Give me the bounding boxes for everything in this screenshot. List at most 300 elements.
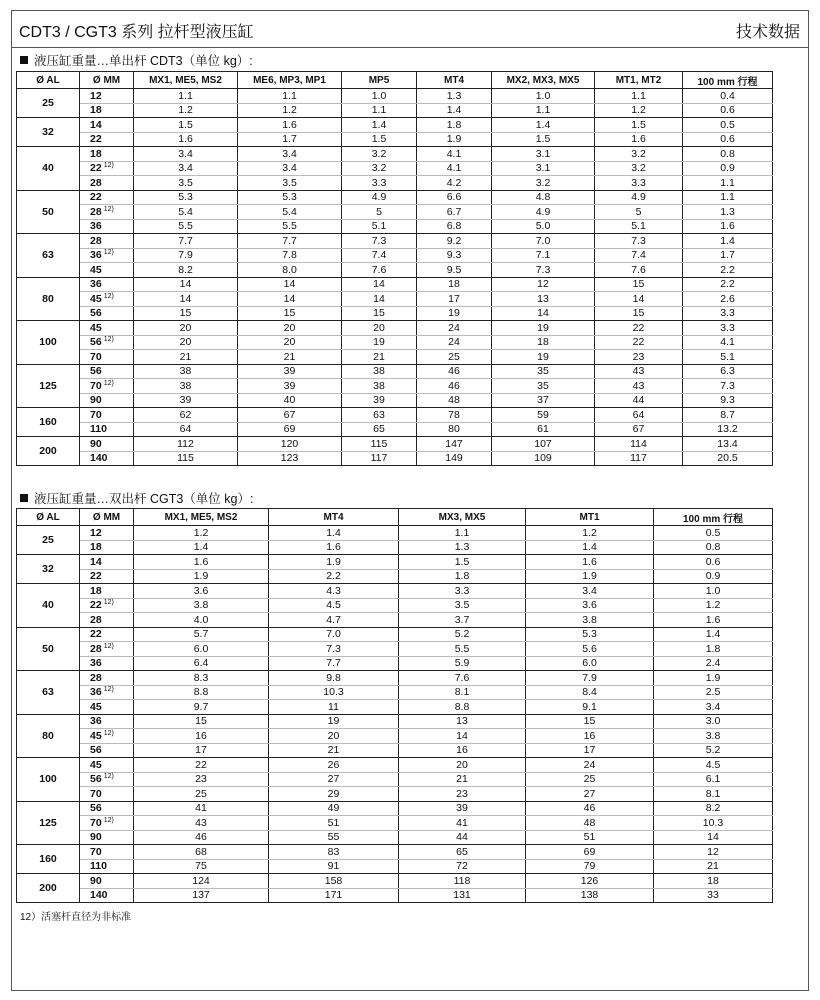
- weight-cell: 14: [492, 306, 595, 321]
- weight-cell: 8.7: [683, 408, 773, 423]
- weight-cell: 1.3: [399, 540, 526, 555]
- weight-cell: 1.2: [654, 598, 773, 613]
- weight-cell: 8.1: [654, 787, 773, 802]
- weight-cell: 39: [134, 393, 238, 408]
- weight-cell: 38: [342, 379, 417, 394]
- weight-cell: 107: [492, 437, 595, 452]
- weight-cell: 39: [342, 393, 417, 408]
- weight-cell: 9.8: [269, 671, 399, 686]
- weight-cell: 3.4: [134, 161, 238, 176]
- footnote: 12）活塞杆直径为非标准: [20, 912, 132, 923]
- weight-cell: 4.7: [269, 613, 399, 628]
- bore-diameter-cell: 25: [17, 89, 80, 118]
- weight-cell: 1.6: [595, 132, 683, 147]
- weight-cell: 16: [526, 729, 654, 744]
- weight-cell: 23: [595, 350, 683, 365]
- weight-cell: 7.3: [342, 234, 417, 249]
- weight-cell: 20: [134, 321, 238, 336]
- weight-cell: 5: [595, 205, 683, 220]
- table-row: [17, 627, 773, 642]
- weight-cell: 39: [238, 364, 342, 379]
- rod-diameter-value: 56: [90, 365, 102, 378]
- weight-cell: 22: [134, 758, 269, 773]
- weight-cell: 7.4: [342, 248, 417, 263]
- weight-cell: 15: [342, 306, 417, 321]
- bullet-square-icon: [20, 56, 28, 64]
- weight-cell: 10.3: [654, 816, 773, 831]
- weight-cell: 3.4: [654, 700, 773, 715]
- weight-cell: 5.3: [134, 190, 238, 205]
- rod-diameter-cell: [80, 714, 134, 729]
- weight-cell: 44: [399, 830, 526, 845]
- weight-cell: 14: [134, 292, 238, 307]
- page-frame: [11, 10, 809, 991]
- weight-cell: 25: [526, 772, 654, 787]
- weight-cell: 1.2: [238, 103, 342, 118]
- weight-cell: 8.4: [526, 685, 654, 700]
- weight-cell: 1.7: [683, 248, 773, 263]
- weight-cell: 5.5: [238, 219, 342, 234]
- weight-cell: 15: [238, 306, 342, 321]
- weight-cell: 1.6: [134, 555, 269, 570]
- weight-cell: 6.0: [526, 656, 654, 671]
- rod-diameter-value: 56: [90, 802, 102, 815]
- weight-cell: 1.4: [683, 234, 773, 249]
- table-row: [17, 103, 773, 118]
- weight-cell: 14: [238, 292, 342, 307]
- weight-cell: 2.4: [654, 656, 773, 671]
- weight-cell: 38: [134, 364, 238, 379]
- weight-cell: 1.4: [492, 118, 595, 133]
- rod-diameter-value: 18: [90, 104, 102, 117]
- weight-cell: 3.3: [595, 176, 683, 191]
- weight-cell: 1.1: [492, 103, 595, 118]
- rod-diameter-value: 56: [90, 336, 102, 349]
- weight-cell: 5.3: [526, 627, 654, 642]
- weight-cell: 43: [134, 816, 269, 831]
- weight-cell: 0.9: [683, 161, 773, 176]
- weight-cell: 19: [342, 335, 417, 350]
- weight-cell: 5.1: [595, 219, 683, 234]
- weight-cell: 0.8: [654, 540, 773, 555]
- rod-diameter-cell: [80, 598, 134, 613]
- footnote-marker: 12): [103, 249, 114, 257]
- table-row: [17, 176, 773, 191]
- rod-diameter-cell: [80, 743, 134, 758]
- weight-cell: 23: [399, 787, 526, 802]
- rod-diameter-value: 45: [90, 729, 102, 742]
- weight-cell: 75: [134, 859, 269, 874]
- bore-diameter-cell: 200: [17, 437, 80, 466]
- weight-cell: 1.9: [526, 569, 654, 584]
- weight-cell: 8.8: [399, 700, 526, 715]
- bore-diameter-cell: 125: [17, 801, 80, 845]
- rod-diameter-value: 22: [90, 191, 102, 204]
- rod-diameter-cell: [80, 350, 134, 365]
- weight-cell: 1.9: [417, 132, 492, 147]
- weight-cell: 1.1: [134, 89, 238, 104]
- weight-cell: 1.0: [654, 584, 773, 599]
- weight-cell: 5.9: [399, 656, 526, 671]
- rod-diameter-value: 12: [90, 526, 102, 539]
- weight-cell: 4.1: [683, 335, 773, 350]
- rod-diameter-cell: [80, 234, 134, 249]
- weight-cell: 21: [399, 772, 526, 787]
- weight-cell: 1.6: [134, 132, 238, 147]
- weight-cell: 12: [654, 845, 773, 860]
- weight-cell: 7.1: [492, 248, 595, 263]
- weight-cell: 1.6: [683, 219, 773, 234]
- weight-cell: 2.2: [269, 569, 399, 584]
- weight-cell: 3.8: [654, 729, 773, 744]
- bore-diameter-cell: 100: [17, 758, 80, 802]
- rod-diameter-cell: [80, 437, 134, 452]
- weight-cell: 0.8: [683, 147, 773, 162]
- footnote-marker: 12): [103, 686, 114, 694]
- rod-diameter-cell: [80, 292, 134, 307]
- table-row: [17, 555, 773, 570]
- table2-header-row: [17, 509, 773, 526]
- rod-diameter-value: 14: [90, 555, 102, 568]
- weight-cell: 120: [238, 437, 342, 452]
- footnote-marker: 12): [103, 599, 114, 607]
- weight-cell: 3.4: [238, 161, 342, 176]
- bore-diameter-cell: 80: [17, 714, 80, 758]
- weight-cell: 7.7: [134, 234, 238, 249]
- weight-cell: 7.6: [399, 671, 526, 686]
- weight-cell: 3.2: [595, 147, 683, 162]
- rod-diameter-cell: [80, 451, 134, 466]
- single-rod-weight-table: [16, 71, 773, 466]
- weight-cell: 51: [526, 830, 654, 845]
- table-row: [17, 569, 773, 584]
- weight-cell: 22: [595, 335, 683, 350]
- rod-diameter-cell: [80, 147, 134, 162]
- table-row: [17, 335, 773, 350]
- weight-cell: 1.6: [654, 613, 773, 628]
- weight-cell: 69: [526, 845, 654, 860]
- weight-cell: 12: [492, 277, 595, 292]
- column-header: Ø MM: [80, 72, 134, 89]
- table-row: [17, 321, 773, 336]
- weight-cell: 1.1: [342, 103, 417, 118]
- weight-cell: 49: [269, 801, 399, 816]
- rod-diameter-cell: [80, 379, 134, 394]
- table1-title-row: [20, 51, 253, 69]
- rod-diameter-cell: [80, 161, 134, 176]
- weight-cell: 0.5: [683, 118, 773, 133]
- rod-diameter-value: 56: [90, 773, 102, 786]
- weight-cell: 7.0: [492, 234, 595, 249]
- weight-cell: 11: [269, 700, 399, 715]
- bore-diameter-cell: 50: [17, 190, 80, 234]
- double-rod-weight-table: [16, 508, 773, 903]
- table-row: [17, 277, 773, 292]
- table-row: [17, 118, 773, 133]
- weight-cell: 7.6: [342, 263, 417, 278]
- weight-cell: 1.5: [342, 132, 417, 147]
- table-row: [17, 714, 773, 729]
- weight-cell: 1.3: [683, 205, 773, 220]
- rod-diameter-cell: [80, 584, 134, 599]
- weight-cell: 21: [269, 743, 399, 758]
- table-row: [17, 161, 773, 176]
- rod-diameter-cell: [80, 700, 134, 715]
- rod-diameter-value: 22: [90, 162, 102, 175]
- weight-cell: 1.5: [595, 118, 683, 133]
- weight-cell: 7.6: [595, 263, 683, 278]
- weight-cell: 5.5: [134, 219, 238, 234]
- rod-diameter-cell: [80, 321, 134, 336]
- weight-cell: 1.4: [269, 526, 399, 541]
- weight-cell: 3.2: [342, 161, 417, 176]
- weight-cell: 6.1: [654, 772, 773, 787]
- weight-cell: 5.4: [238, 205, 342, 220]
- column-header: MP5: [342, 72, 417, 89]
- weight-cell: 23: [134, 772, 269, 787]
- column-header: 100 mm 行程: [654, 509, 773, 526]
- rod-diameter-cell: [80, 364, 134, 379]
- table-row: [17, 292, 773, 307]
- rod-diameter-value: 90: [90, 874, 102, 887]
- rod-diameter-value: 90: [90, 437, 102, 450]
- weight-cell: 3.3: [683, 321, 773, 336]
- weight-cell: 72: [399, 859, 526, 874]
- bore-diameter-cell: 25: [17, 526, 80, 555]
- weight-cell: 4.5: [654, 758, 773, 773]
- footnote-marker: 12): [103, 205, 114, 213]
- weight-cell: 3.5: [238, 176, 342, 191]
- rod-diameter-value: 14: [90, 118, 102, 131]
- table-row: [17, 642, 773, 657]
- weight-cell: 8.1: [399, 685, 526, 700]
- weight-cell: 1.2: [526, 526, 654, 541]
- weight-cell: 27: [526, 787, 654, 802]
- weight-cell: 1.4: [417, 103, 492, 118]
- bore-diameter-cell: 160: [17, 845, 80, 874]
- table-row: [17, 729, 773, 744]
- table-row: [17, 845, 773, 860]
- table-row: [17, 888, 773, 903]
- weight-cell: 171: [269, 888, 399, 903]
- weight-cell: 46: [134, 830, 269, 845]
- weight-cell: 3.6: [526, 598, 654, 613]
- weight-cell: 3.3: [342, 176, 417, 191]
- weight-cell: 6.6: [417, 190, 492, 205]
- weight-cell: 3.4: [526, 584, 654, 599]
- weight-cell: 26: [269, 758, 399, 773]
- weight-cell: 4.8: [492, 190, 595, 205]
- weight-cell: 5.4: [134, 205, 238, 220]
- weight-cell: 3.2: [595, 161, 683, 176]
- table-row: [17, 408, 773, 423]
- weight-cell: 1.8: [417, 118, 492, 133]
- weight-cell: 6.4: [134, 656, 269, 671]
- weight-cell: 9.3: [417, 248, 492, 263]
- weight-cell: 7.8: [238, 248, 342, 263]
- weight-cell: 9.7: [134, 700, 269, 715]
- rod-diameter-cell: [80, 176, 134, 191]
- rod-diameter-value: 110: [90, 423, 107, 436]
- weight-cell: 20: [399, 758, 526, 773]
- weight-cell: 17: [134, 743, 269, 758]
- weight-cell: 63: [342, 408, 417, 423]
- weight-cell: 1.7: [238, 132, 342, 147]
- table-row: [17, 422, 773, 437]
- weight-cell: 8.0: [238, 263, 342, 278]
- weight-cell: 39: [399, 801, 526, 816]
- rod-diameter-value: 28: [90, 671, 102, 684]
- column-header: MX1, ME5, MS2: [134, 509, 269, 526]
- weight-cell: 3.3: [683, 306, 773, 321]
- weight-cell: 78: [417, 408, 492, 423]
- column-header: MX3, MX5: [399, 509, 526, 526]
- weight-cell: 115: [134, 451, 238, 466]
- weight-cell: 5.0: [492, 219, 595, 234]
- weight-cell: 64: [595, 408, 683, 423]
- weight-cell: 21: [134, 350, 238, 365]
- bore-diameter-cell: 125: [17, 364, 80, 408]
- weight-cell: 48: [417, 393, 492, 408]
- weight-cell: 3.7: [399, 613, 526, 628]
- weight-cell: 5.5: [399, 642, 526, 657]
- weight-cell: 131: [399, 888, 526, 903]
- rod-diameter-cell: [80, 685, 134, 700]
- rod-diameter-value: 56: [90, 744, 102, 757]
- weight-cell: 2.2: [683, 277, 773, 292]
- rod-diameter-cell: [80, 569, 134, 584]
- bore-diameter-cell: 160: [17, 408, 80, 437]
- rod-diameter-value: 36: [90, 686, 102, 699]
- weight-cell: 1.3: [417, 89, 492, 104]
- bore-diameter-cell: 80: [17, 277, 80, 321]
- column-header: Ø MM: [80, 509, 134, 526]
- weight-cell: 1.4: [134, 540, 269, 555]
- weight-cell: 44: [595, 393, 683, 408]
- weight-cell: 117: [595, 451, 683, 466]
- rod-diameter-value: 36: [90, 220, 102, 233]
- weight-cell: 7.7: [269, 656, 399, 671]
- table-row: [17, 830, 773, 845]
- section-label: 技术数据: [735, 24, 800, 41]
- weight-cell: 20: [134, 335, 238, 350]
- table-row: [17, 205, 773, 220]
- weight-cell: 0.5: [654, 526, 773, 541]
- weight-cell: 20: [238, 321, 342, 336]
- rod-diameter-cell: [80, 89, 134, 104]
- weight-cell: 22: [595, 321, 683, 336]
- column-header: MT1: [526, 509, 654, 526]
- footnote-marker: 12): [103, 816, 114, 824]
- rod-diameter-cell: [80, 613, 134, 628]
- weight-cell: 14: [595, 292, 683, 307]
- rod-diameter-cell: [80, 118, 134, 133]
- weight-cell: 4.2: [417, 176, 492, 191]
- weight-cell: 43: [595, 364, 683, 379]
- weight-cell: 5: [342, 205, 417, 220]
- rod-diameter-cell: [80, 816, 134, 831]
- rod-diameter-cell: [80, 888, 134, 903]
- weight-cell: 61: [492, 422, 595, 437]
- weight-cell: 3.1: [492, 161, 595, 176]
- table-row: [17, 451, 773, 466]
- weight-cell: 83: [269, 845, 399, 860]
- weight-cell: 3.2: [342, 147, 417, 162]
- rod-diameter-cell: [80, 772, 134, 787]
- weight-cell: 5.1: [683, 350, 773, 365]
- weight-cell: 29: [269, 787, 399, 802]
- table-row: [17, 656, 773, 671]
- rod-diameter-cell: [80, 830, 134, 845]
- weight-cell: 3.8: [526, 613, 654, 628]
- weight-cell: 1.4: [342, 118, 417, 133]
- weight-cell: 6.7: [417, 205, 492, 220]
- weight-cell: 112: [134, 437, 238, 452]
- weight-cell: 18: [492, 335, 595, 350]
- rod-diameter-cell: [80, 671, 134, 686]
- weight-cell: 5.6: [526, 642, 654, 657]
- table1-title: 液压缸重量…单出杆 CDT3（单位 kg）:: [34, 54, 253, 68]
- rod-diameter-value: 90: [90, 394, 102, 407]
- weight-cell: 1.2: [134, 526, 269, 541]
- weight-cell: 5.1: [342, 219, 417, 234]
- weight-cell: 5.2: [654, 743, 773, 758]
- rod-diameter-value: 56: [90, 307, 102, 320]
- weight-cell: 0.4: [683, 89, 773, 104]
- rod-diameter-value: 70: [90, 816, 102, 829]
- weight-cell: 6.3: [683, 364, 773, 379]
- weight-cell: 0.6: [683, 132, 773, 147]
- weight-cell: 65: [342, 422, 417, 437]
- rod-diameter-cell: [80, 132, 134, 147]
- table-row: [17, 859, 773, 874]
- weight-cell: 114: [595, 437, 683, 452]
- weight-cell: 40: [238, 393, 342, 408]
- weight-cell: 4.9: [342, 190, 417, 205]
- table-row: [17, 816, 773, 831]
- weight-cell: 1.4: [654, 627, 773, 642]
- weight-cell: 1.1: [683, 190, 773, 205]
- rod-diameter-cell: [80, 393, 134, 408]
- weight-cell: 1.1: [238, 89, 342, 104]
- rod-diameter-value: 45: [90, 263, 102, 276]
- rod-diameter-value: 22: [90, 599, 102, 612]
- rod-diameter-cell: [80, 335, 134, 350]
- weight-cell: 1.8: [654, 642, 773, 657]
- column-header: MX1, ME5, MS2: [134, 72, 238, 89]
- weight-cell: 20: [342, 321, 417, 336]
- weight-cell: 46: [417, 379, 492, 394]
- rod-diameter-cell: [80, 787, 134, 802]
- weight-cell: 2.5: [654, 685, 773, 700]
- rod-diameter-cell: [80, 874, 134, 889]
- weight-cell: 4.1: [417, 161, 492, 176]
- weight-cell: 46: [417, 364, 492, 379]
- weight-cell: 69: [238, 422, 342, 437]
- weight-cell: 7.9: [526, 671, 654, 686]
- rod-diameter-cell: [80, 801, 134, 816]
- rod-diameter-value: 28: [90, 176, 102, 189]
- rod-diameter-value: 28: [90, 613, 102, 626]
- bore-diameter-cell: 63: [17, 234, 80, 278]
- weight-cell: 59: [492, 408, 595, 423]
- weight-cell: 19: [492, 321, 595, 336]
- footnote-marker: 12): [103, 729, 114, 737]
- table-row: [17, 379, 773, 394]
- weight-cell: 21: [342, 350, 417, 365]
- rod-diameter-value: 70: [90, 408, 102, 421]
- weight-cell: 15: [134, 306, 238, 321]
